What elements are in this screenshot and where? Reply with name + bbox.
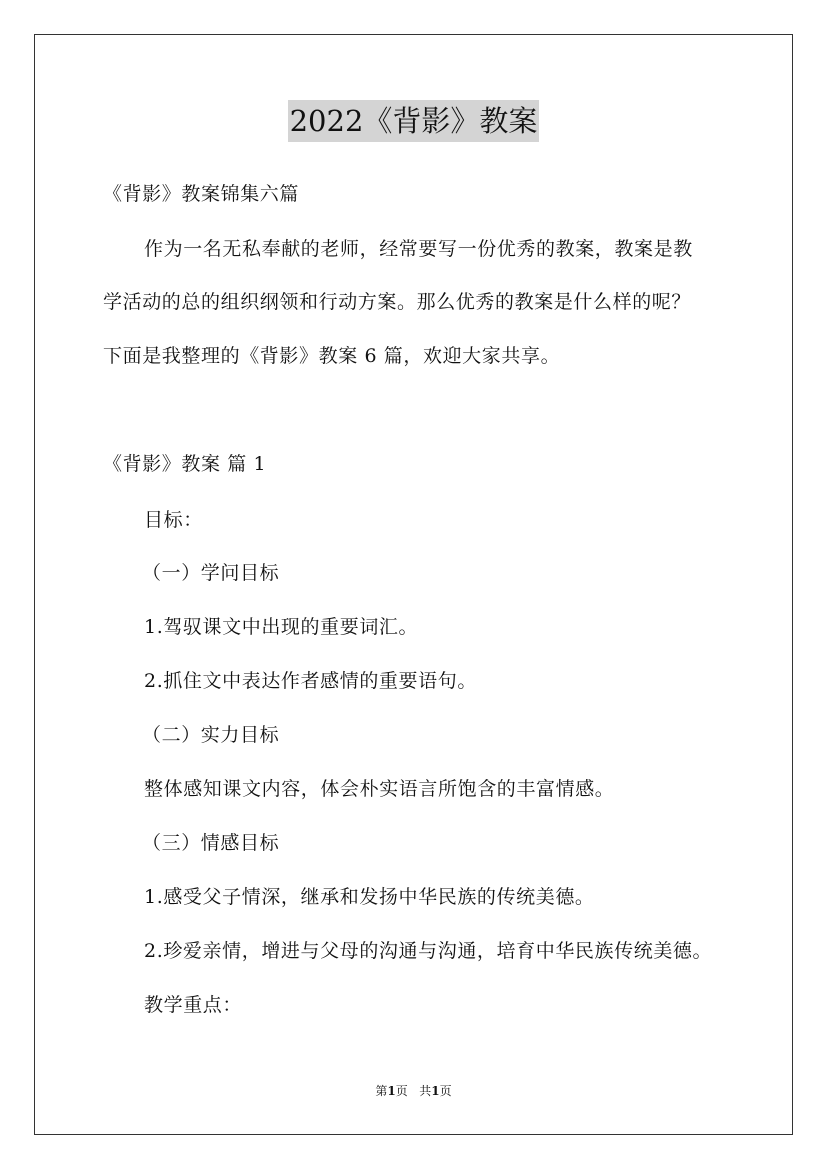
body-line-ability-goal: （二）实力目标 (142, 724, 280, 746)
footer-page-total: 1 (431, 1084, 440, 1098)
body-line-item-1: 1.驾驭课文中出现的重要词汇。 (144, 616, 419, 638)
document-title: 2022《背影》教案 (288, 100, 540, 142)
body-line-emotion-1: 1.感受父子情深，继承和发扬中华民族的传统美德。 (144, 886, 595, 908)
footer-page-current: 1 (387, 1084, 396, 1098)
intro-line-2: 学活动的总的组织纲领和行动方案。那么优秀的教案是什么样的呢？ (103, 291, 692, 313)
body-line-ability-text: 整体感知课文内容，体会朴实语言所饱含的丰富情感。 (144, 778, 615, 800)
intro-line-1: 作为一名无私奉献的老师，经常要写一份优秀的教案，教案是教 (144, 238, 693, 260)
document-subtitle: 《背影》教案锦集六篇 (103, 183, 300, 205)
footer-page-middle: 页 共 (395, 1084, 432, 1098)
page-footer (0, 1083, 827, 1099)
body-line-teaching-focus: 教学重点： (144, 994, 243, 1016)
body-line-objectives: 目标： (144, 509, 203, 531)
section-heading: 《背影》教案 篇 1 (103, 453, 267, 475)
body-line-emotion-goal: （三）情感目标 (142, 832, 280, 854)
intro-line-3: 下面是我整理的《背影》教案 6 篇，欢迎大家共享。 (103, 345, 561, 367)
body-line-emotion-2: 2.珍爱亲情，增进与父母的沟通与沟通，培育中华民族传统美德。 (144, 940, 713, 962)
body-line-item-2: 2.抓住文中表达作者感情的重要语句。 (144, 670, 477, 692)
footer-page-suffix: 页 (439, 1084, 452, 1098)
footer-page-prefix: 第 (375, 1084, 388, 1098)
body-line-knowledge-goal: （一）学问目标 (142, 562, 280, 584)
title-container (0, 100, 827, 142)
